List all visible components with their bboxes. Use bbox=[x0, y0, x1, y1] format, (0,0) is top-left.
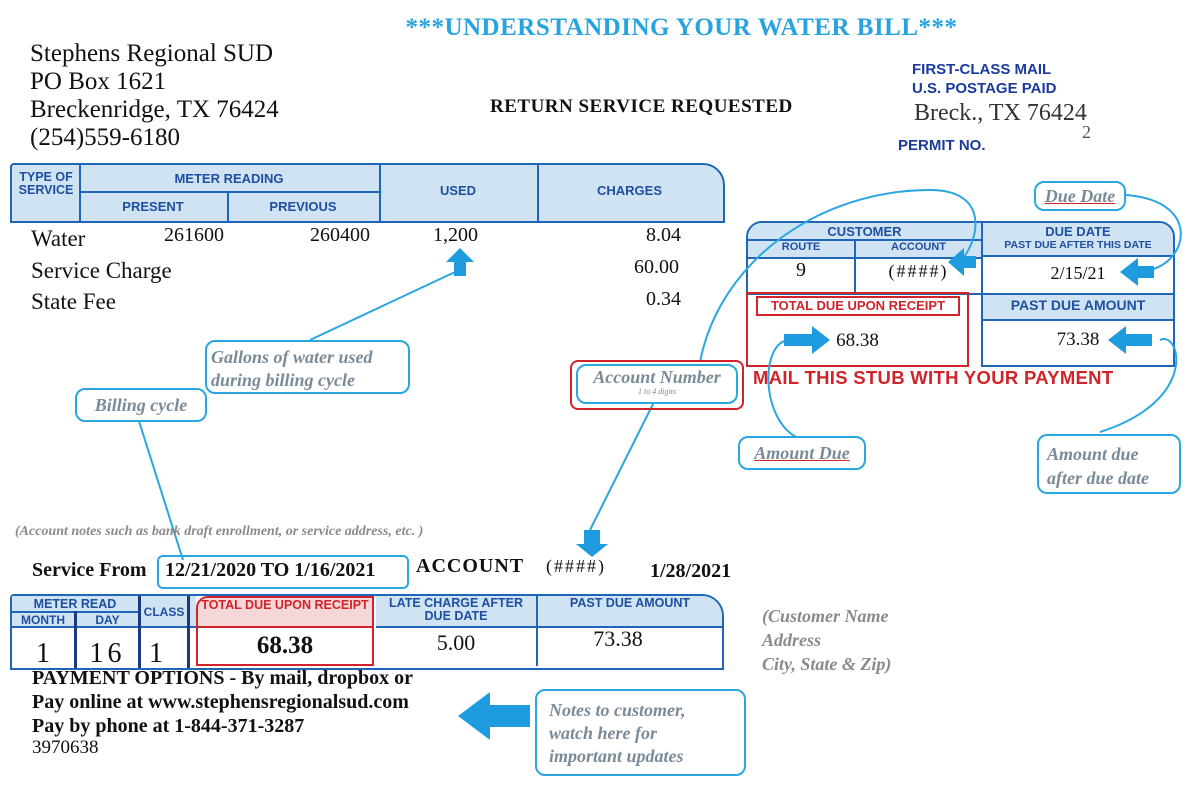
postage-line2: U.S. POSTAGE PAID bbox=[912, 80, 1057, 97]
arrow-left-pastdue bbox=[1108, 326, 1152, 354]
permit-number: 2 bbox=[1082, 122, 1091, 142]
service-charge: Service Charge bbox=[31, 258, 172, 283]
bottom-total-due-label: TOTAL DUE UPON RECEIPT bbox=[201, 598, 369, 612]
meter-read-label: METER READ bbox=[33, 597, 117, 611]
service-range: 12/21/2020 TO 1/16/2021 bbox=[165, 559, 376, 581]
arrow-up-used bbox=[446, 248, 474, 276]
meter-reading-label: METER READING bbox=[174, 171, 284, 186]
callout-due-date: Due Date bbox=[1034, 181, 1126, 211]
gallons-used: 1,200 bbox=[433, 224, 478, 246]
customer-name: (Customer Name bbox=[762, 606, 889, 626]
present-label: PRESENT bbox=[122, 199, 184, 214]
late-charge-label: LATE CHARGE AFTER DUE DATE bbox=[388, 596, 524, 623]
arrow-left-due bbox=[1120, 258, 1154, 286]
sender-box: PO Box 1621 bbox=[30, 68, 167, 95]
account-label: ACCOUNT bbox=[891, 241, 946, 253]
customer-address bbox=[762, 604, 891, 676]
meter-class: 1 bbox=[149, 638, 163, 669]
route-label: ROUTE bbox=[781, 241, 821, 253]
due-date-value: 2/15/21 bbox=[1050, 263, 1106, 283]
used-label: USED bbox=[439, 183, 477, 198]
meter-month: 1 bbox=[36, 638, 50, 669]
due-date-label: DUE DATE bbox=[1045, 224, 1111, 239]
return-service-requested: RETURN SERVICE REQUESTED bbox=[490, 96, 793, 117]
previous-reading: 260400 bbox=[310, 224, 370, 246]
class-label: CLASS bbox=[143, 605, 185, 619]
callout-gallons: Gallons of water used during billing cycle bbox=[205, 340, 410, 394]
bottom-past-due-label: PAST DUE AMOUNT bbox=[569, 596, 691, 610]
account-number-title: Account Number bbox=[593, 367, 721, 387]
type-of-service-label: TYPE OF SERVICE bbox=[18, 170, 74, 197]
past-due-amount-value: 73.38 bbox=[1056, 329, 1100, 350]
past-due-amount-label: PAST DUE AMOUNT bbox=[1010, 297, 1146, 313]
late-charge: 5.00 bbox=[436, 630, 476, 655]
customer-label: CUSTOMER bbox=[827, 224, 902, 239]
callout-notes: Notes to customer, watch here for important updates bbox=[535, 689, 746, 776]
service-account-number: (####) bbox=[546, 556, 606, 576]
past-due-after-label: PAST DUE AFTER THIS DATE bbox=[1004, 239, 1152, 251]
account-notes: (Account notes such as bank draft enrollment, or service address, etc. ) bbox=[15, 524, 424, 539]
bottom-past-due: 73.38 bbox=[593, 626, 643, 651]
charges-label: CHARGES bbox=[596, 183, 662, 198]
route-number: 9 bbox=[796, 259, 806, 281]
month-label: MONTH bbox=[21, 613, 65, 627]
service-account-label: ACCOUNT bbox=[416, 555, 525, 577]
callout-account-number bbox=[576, 364, 738, 404]
account-number-sub: 1 to 4 digits bbox=[637, 387, 676, 396]
service-charge-amount: 60.00 bbox=[634, 256, 679, 278]
total-due-value: 68.38 bbox=[836, 330, 879, 351]
bottom-total-due: 68.38 bbox=[256, 632, 314, 659]
customer-city: City, State & Zip) bbox=[762, 654, 892, 674]
state-fee: State Fee bbox=[31, 289, 116, 314]
arrow-left-notes bbox=[458, 692, 530, 740]
payment-options bbox=[32, 666, 413, 758]
page-title: ***UNDERSTANDING YOUR WATER BILL*** bbox=[405, 14, 958, 41]
arrow-down-account bbox=[576, 530, 608, 557]
postage-line1: FIRST-CLASS MAIL bbox=[912, 61, 1052, 78]
bill-date: 1/28/2021 bbox=[650, 560, 732, 582]
arrow-left-account bbox=[948, 248, 976, 276]
sender-phone: (254)559-6180 bbox=[30, 124, 180, 151]
mail-stub-notice: MAIL THIS STUB WITH YOUR PAYMENT bbox=[753, 367, 1114, 388]
present-reading: 261600 bbox=[164, 224, 224, 246]
water-charge: 8.04 bbox=[646, 224, 681, 246]
payment-code: 3970638 bbox=[32, 737, 99, 758]
callout-amount-due: Amount Due bbox=[738, 436, 866, 470]
bottom-table bbox=[10, 594, 724, 670]
total-due-label: TOTAL DUE UPON RECEIPT bbox=[756, 296, 960, 316]
total-due-cell bbox=[196, 596, 374, 666]
payment-line1: PAYMENT OPTIONS - By mail, dropbox or bbox=[32, 667, 413, 689]
payment-line2: Pay online at www.stephensregionalsud.com bbox=[32, 691, 409, 713]
service-line bbox=[32, 559, 147, 582]
day-label: DAY bbox=[95, 613, 120, 627]
account-number: (####) bbox=[888, 261, 949, 281]
service-water: Water bbox=[31, 226, 86, 251]
sender-city: Breckenridge, TX 76424 bbox=[30, 96, 279, 123]
callout-amount-after: Amount due after due date bbox=[1037, 434, 1181, 494]
meter-day: 16 bbox=[89, 638, 126, 669]
postage-city: Breck., TX 76424 bbox=[914, 100, 1087, 126]
arrow-right-total bbox=[784, 326, 830, 354]
callout-billing-cycle: Billing cycle bbox=[75, 388, 207, 422]
service-from-label: Service From bbox=[32, 559, 147, 581]
customer-street: Address bbox=[762, 630, 822, 650]
permit-label: PERMIT NO. bbox=[898, 137, 986, 154]
previous-label: PREVIOUS bbox=[269, 199, 337, 214]
state-fee-amount: 0.34 bbox=[646, 288, 681, 310]
payment-line3: Pay by phone at 1-844-371-3287 bbox=[32, 715, 305, 737]
sender-name: Stephens Regional SUD bbox=[30, 40, 274, 67]
